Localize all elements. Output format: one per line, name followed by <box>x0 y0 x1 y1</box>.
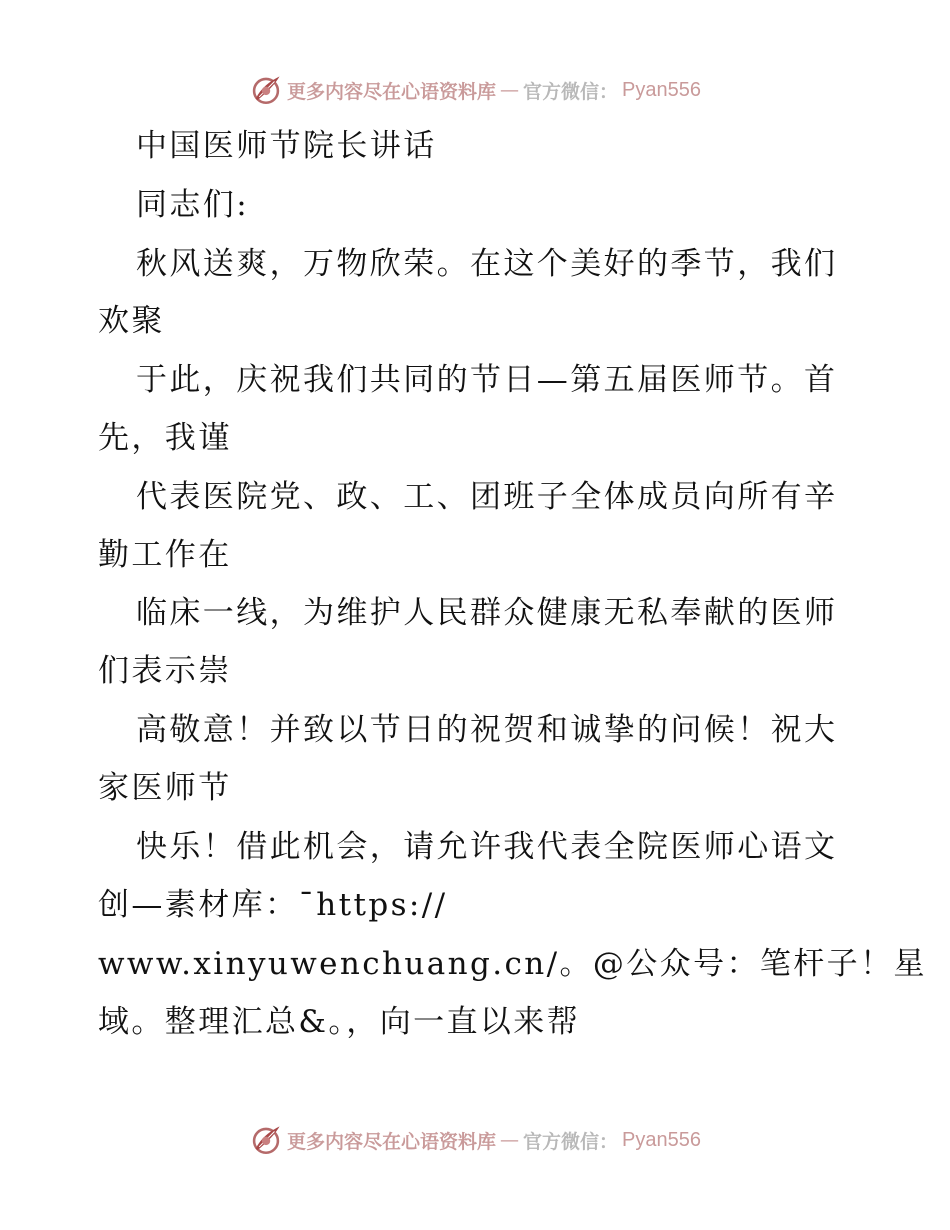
paragraph-line: 快乐！借此机会，请允许我代表全院医师心语文 <box>136 829 838 865</box>
paragraph-line: 高敬意！并致以节日的祝贺和诚挚的问候！祝大 <box>136 712 838 748</box>
document-title: 中国医师节院长讲话 <box>136 128 437 164</box>
paragraph-line: 勤工作在 <box>98 537 232 573</box>
paragraph-line: 先，我谨 <box>98 420 232 456</box>
document-salutation: 同志们: <box>136 187 250 223</box>
watermark-dash: — <box>500 79 520 101</box>
footer-watermark <box>0 1120 950 1160</box>
paragraph-line: 域。整理汇总&。，向一直以来帮 <box>98 1004 581 1040</box>
paragraph-line: 欢聚 <box>98 303 165 339</box>
paragraph-line: 家医师节 <box>98 770 232 806</box>
watermark-dash: — <box>500 1129 520 1151</box>
watermark-brand: 更多内容尽在心语资料库 <box>287 80 497 103</box>
watermark-brand: 更多内容尽在心语资料库 <box>287 1130 497 1153</box>
quill-pen-logo-icon <box>249 1123 283 1157</box>
watermark-wechat-id: Pyan556 <box>622 78 701 101</box>
paragraph-line: 代表医院党、政、工、团班子全体成员向所有辛 <box>136 479 838 515</box>
paragraph-line: 于此，庆祝我们共同的节日—第五届医师节。首 <box>136 362 838 398</box>
paragraph-line: 们表示崇 <box>98 653 232 689</box>
paragraph-line: 创—素材库：¯https:// <box>98 887 448 923</box>
paragraph-line: 临床一线，为维护人民群众健康无私奉献的医师 <box>136 595 838 631</box>
paragraph-line: 秋风送爽，万物欣荣。在这个美好的季节，我们 <box>136 246 838 282</box>
watermark-label: 官方微信： <box>523 1130 619 1153</box>
watermark-wechat-id: Pyan556 <box>622 1128 701 1151</box>
watermark-label: 官方微信： <box>523 80 619 103</box>
paragraph-line: www.xinyuwenchuang.cn/。@公众号：笔杆子！星 <box>98 946 927 982</box>
